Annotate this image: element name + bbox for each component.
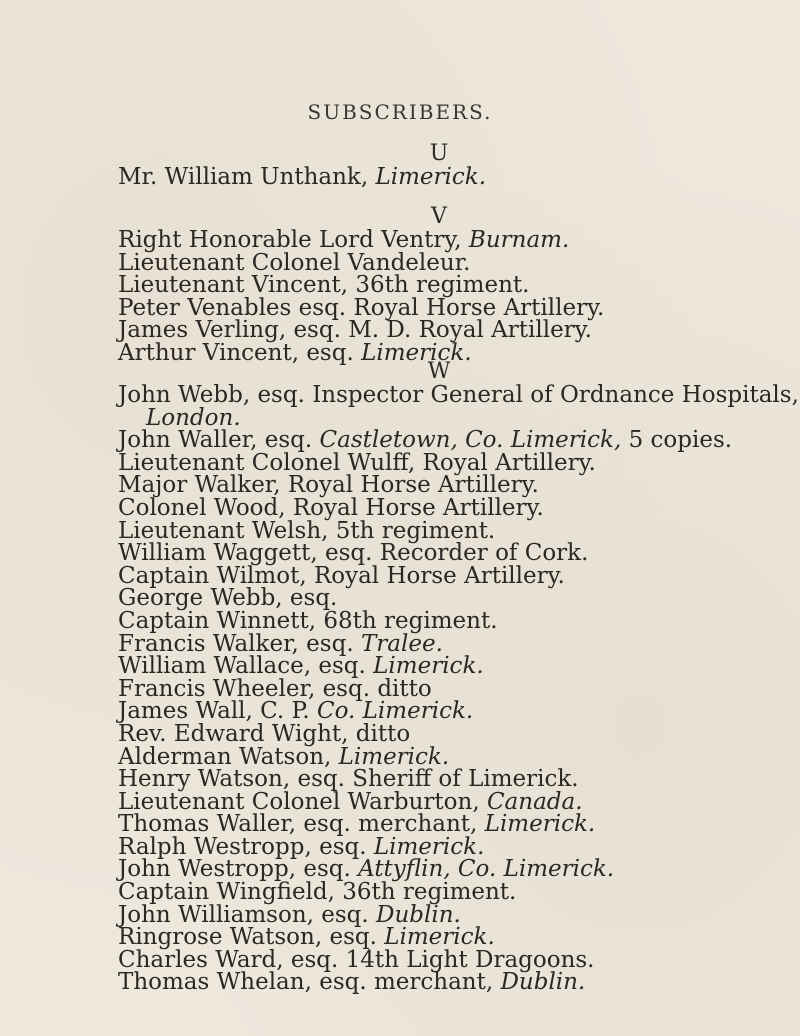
subscriber-entry: Ralph Westropp, esq. Limerick.	[118, 833, 485, 860]
subscriber-entry: James Verling, esq. M. D. Royal Artillery.	[118, 317, 592, 344]
subscriber-entry: John Williamson, esq. Dublin.	[118, 901, 461, 928]
subscriber-entry: Thomas Whelan, esq. merchant, Dublin.	[118, 969, 586, 996]
section-letter: U	[429, 141, 449, 166]
subscriber-entry: Colonel Wood, Royal Horse Artillery.	[118, 494, 544, 521]
subscriber-entry: Lieutenant Colonel Vandeleur.	[118, 249, 471, 276]
subscriber-entry: John Waller, esq. Castletown, Co. Limerick, 5 copies.	[118, 427, 733, 454]
subscriber-entry: George Webb, esq.	[118, 585, 338, 612]
subscriber-entry: James Wall, C. P. Co. Limerick.	[118, 698, 474, 725]
subscriber-entry-continuation: London.	[146, 404, 241, 431]
subscriber-entry: Thomas Waller, esq. merchant, Limerick.	[118, 811, 596, 838]
subscriber-entry: Lieutenant Colonel Wulff, Royal Artillery.	[118, 449, 596, 476]
subscriber-entry: Charles Ward, esq. 14th Light Dragoons.	[118, 946, 595, 973]
subscriber-entry: Major Walker, Royal Horse Artillery.	[118, 472, 539, 499]
subscriber-entry: Arthur Vincent, esq. Limerick.	[118, 339, 472, 366]
subscriber-entry: Mr. William Unthank, Limerick.	[118, 164, 487, 190]
section-v	[118, 203, 760, 365]
page-header: SUBSCRIBERS.	[307, 100, 493, 124]
subscriber-entry: Ringrose Watson, esq. Limerick.	[118, 924, 495, 951]
subscriber-entry: Francis Wheeler, esq. ditto	[118, 675, 432, 702]
section-w	[118, 358, 799, 996]
subscriber-entry: Peter Venables esq. Royal Horse Artillery.	[118, 294, 605, 321]
section-letter: V	[431, 204, 447, 229]
subscriber-entry: Lieutenant Welsh, 5th regiment.	[118, 517, 496, 544]
subscriber-entry: Right Honorable Lord Ventry, Burnam.	[118, 227, 570, 253]
section-letter: W	[427, 359, 451, 384]
subscriber-entry: John Webb, esq. Inspector General of Ordnance Hospitals,	[118, 382, 799, 408]
subscriber-entry: Captain Wilmot, Royal Horse Artillery.	[118, 562, 565, 589]
subscriber-entry: Francis Walker, esq. Tralee.	[118, 630, 443, 657]
subscriber-entry: Alderman Watson, Limerick.	[118, 743, 450, 770]
subscriber-entry: Rev. Edward Wight, ditto	[118, 720, 411, 747]
subscriber-entry: Captain Wingfield, 36th regiment.	[118, 879, 517, 906]
subscriber-entry: William Wallace, esq. Limerick.	[118, 653, 484, 680]
subscriber-entry: John Westropp, esq. Attyflin, Co. Limerick.	[118, 856, 615, 883]
subscriber-entry: Lieutenant Colonel Warburton, Canada.	[118, 788, 583, 815]
subscriber-entry: Captain Winnett, 68th regiment.	[118, 607, 498, 634]
subscriber-entry: Lieutenant Vincent, 36th regiment.	[118, 272, 530, 299]
section-u	[118, 140, 760, 189]
subscriber-entry: William Waggett, esq. Recorder of Cork.	[118, 540, 589, 567]
subscriber-entry: Henry Watson, esq. Sheriff of Limerick.	[118, 766, 579, 793]
